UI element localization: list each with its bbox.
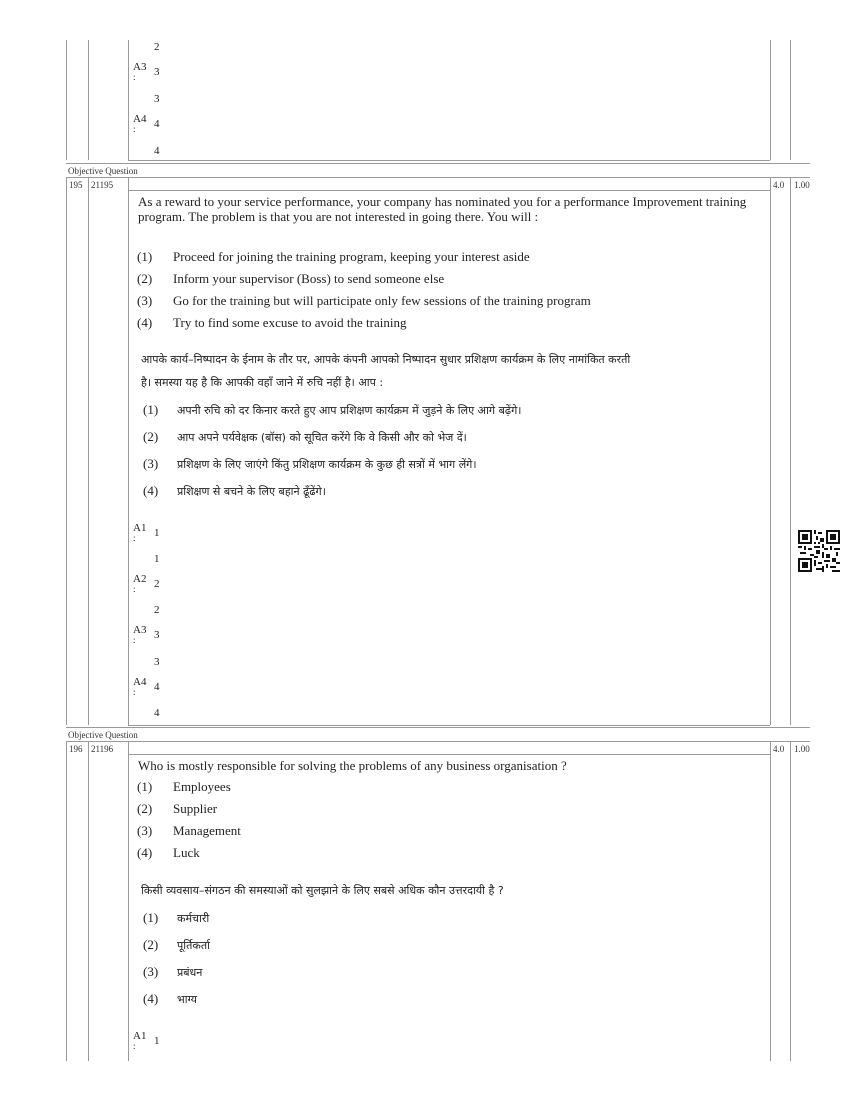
- table-border: [66, 177, 67, 725]
- answer-option: A1 : 1: [133, 1030, 160, 1051]
- table-border: [128, 190, 770, 191]
- option-hindi: (3) प्रशिक्षण के लिए जाएंगे किंतु प्रशिक्षण कार्यक्रम के कुछ ही सत्रों में भाग लेंगे।: [143, 456, 477, 471]
- answer-option: A4 : 4: [133, 676, 160, 697]
- question-type-label: Objective Question: [68, 166, 138, 176]
- question-id: 21196: [91, 744, 114, 754]
- answer-value: 2: [154, 604, 160, 616]
- option-hindi: (3) प्रबंधन: [143, 964, 203, 979]
- answer-number: 1: [154, 527, 160, 539]
- answer-label: A1: [133, 1030, 147, 1042]
- table-border: [790, 40, 791, 160]
- answer-value: 3: [154, 93, 160, 105]
- option-english: (3) Go for the training but will participate only few sessions of the training program: [137, 293, 591, 308]
- table-border: [128, 40, 129, 160]
- table-border: [128, 160, 770, 161]
- table-border: [66, 177, 810, 178]
- answer-option: A1 : 1: [133, 522, 160, 543]
- option-english: (3) Management: [137, 823, 241, 838]
- table-border: [790, 741, 791, 1061]
- table-border: [66, 727, 810, 728]
- answer-value: 2: [154, 41, 160, 53]
- table-border: [770, 40, 771, 160]
- question-negative-marks: 1.00: [794, 180, 810, 190]
- question-serial: 195: [69, 180, 83, 190]
- question-text-english: As a reward to your service performance, your company has nominated you for a performance Improvement training program. The problem is that you are not interested in going there. You will :: [138, 194, 747, 224]
- table-border: [88, 177, 89, 725]
- table-border: [128, 754, 770, 755]
- question-marks: 4.0: [773, 180, 785, 190]
- answer-value: 4: [154, 145, 160, 157]
- answer-label: A3: [133, 61, 147, 73]
- table-border: [66, 163, 810, 164]
- question-marks: 4.0: [773, 744, 785, 754]
- answer-number: 3: [154, 629, 160, 641]
- answer-label: A2: [133, 573, 147, 585]
- option-english: (4) Luck: [137, 845, 200, 860]
- table-border: [128, 725, 770, 726]
- question-negative-marks: 1.00: [794, 744, 810, 754]
- table-border: [790, 177, 791, 725]
- option-english: (1) Employees: [137, 779, 231, 794]
- option-hindi: (2) पूर्तिकर्ता: [143, 937, 210, 952]
- answer-value: 3: [154, 656, 160, 668]
- answer-number: 2: [154, 578, 160, 590]
- answer-value: 1: [154, 553, 160, 565]
- answer-value: 4: [154, 707, 160, 719]
- table-border: [88, 40, 89, 160]
- answer-number: 3: [154, 66, 160, 78]
- question-serial: 196: [69, 744, 83, 754]
- table-border: [66, 40, 67, 160]
- answer-number: 4: [154, 681, 160, 693]
- option-english: (2) Supplier: [137, 801, 218, 816]
- option-english: (2) Inform your supervisor (Boss) to send someone else: [137, 271, 445, 286]
- option-hindi: (4) प्रशिक्षण से बचने के लिए बहाने ढूँढेंगे।: [143, 483, 326, 498]
- table-border: [66, 741, 810, 742]
- answer-option: A2 : 2: [133, 573, 160, 594]
- answer-option: A3 : 3: [133, 624, 160, 645]
- answer-number: 4: [154, 118, 160, 130]
- table-border: [128, 177, 129, 725]
- answer-option: A3 : 3: [133, 61, 160, 82]
- question-text-english: Who is mostly responsible for solving the problems of any business organisation ?: [138, 758, 567, 773]
- question-text-hindi: आपके कार्य–निष्पादन के ईनाम के तौर पर, आपके कंपनी आपको निष्पादन सुधार प्रशिक्षण कार्यक्रम के लिए नामांकित करती: [141, 353, 631, 366]
- table-border: [770, 177, 771, 725]
- option-hindi: (1) अपनी रुचि को दर किनार करते हुए आप प्रशिक्षण कार्यक्रम में जुड़ने के लिए आगे बढ़ेंगे।: [143, 402, 522, 417]
- table-border: [88, 741, 89, 1061]
- option-hindi: (2) आप अपने पर्यवेक्षक (बॉस) को सूचित करेंगे कि वे किसी और को भेज दें।: [143, 429, 467, 444]
- question-id: 21195: [91, 180, 114, 190]
- answer-number: 1: [154, 1035, 160, 1047]
- table-border: [66, 741, 67, 1061]
- answer-label: A4: [133, 676, 147, 688]
- answer-label: A4: [133, 113, 147, 125]
- answer-label: A3: [133, 624, 147, 636]
- qr-code-icon: [798, 530, 840, 572]
- answer-label: A1: [133, 522, 147, 534]
- option-hindi: (4) भाग्य: [143, 991, 198, 1006]
- option-english: (1) Proceed for joining the training program, keeping your interest aside: [137, 249, 530, 264]
- table-border: [128, 741, 129, 1061]
- answer-option: A4 : 4: [133, 113, 160, 134]
- question-text-hindi: है। समस्या यह है कि आपकी वहाँ जाने में रुचि नहीं है। आप :: [141, 376, 384, 389]
- table-border: [770, 741, 771, 1061]
- option-hindi: (1) कर्मचारी: [143, 910, 210, 925]
- question-text-hindi: किसी व्यवसाय–संगठन की समस्याओं को सुलझाने के लिए सबसे अधिक कौन उत्तरदायी है ?: [141, 884, 504, 897]
- question-type-label: Objective Question: [68, 730, 138, 740]
- option-english: (4) Try to find some excuse to avoid the training: [137, 315, 407, 330]
